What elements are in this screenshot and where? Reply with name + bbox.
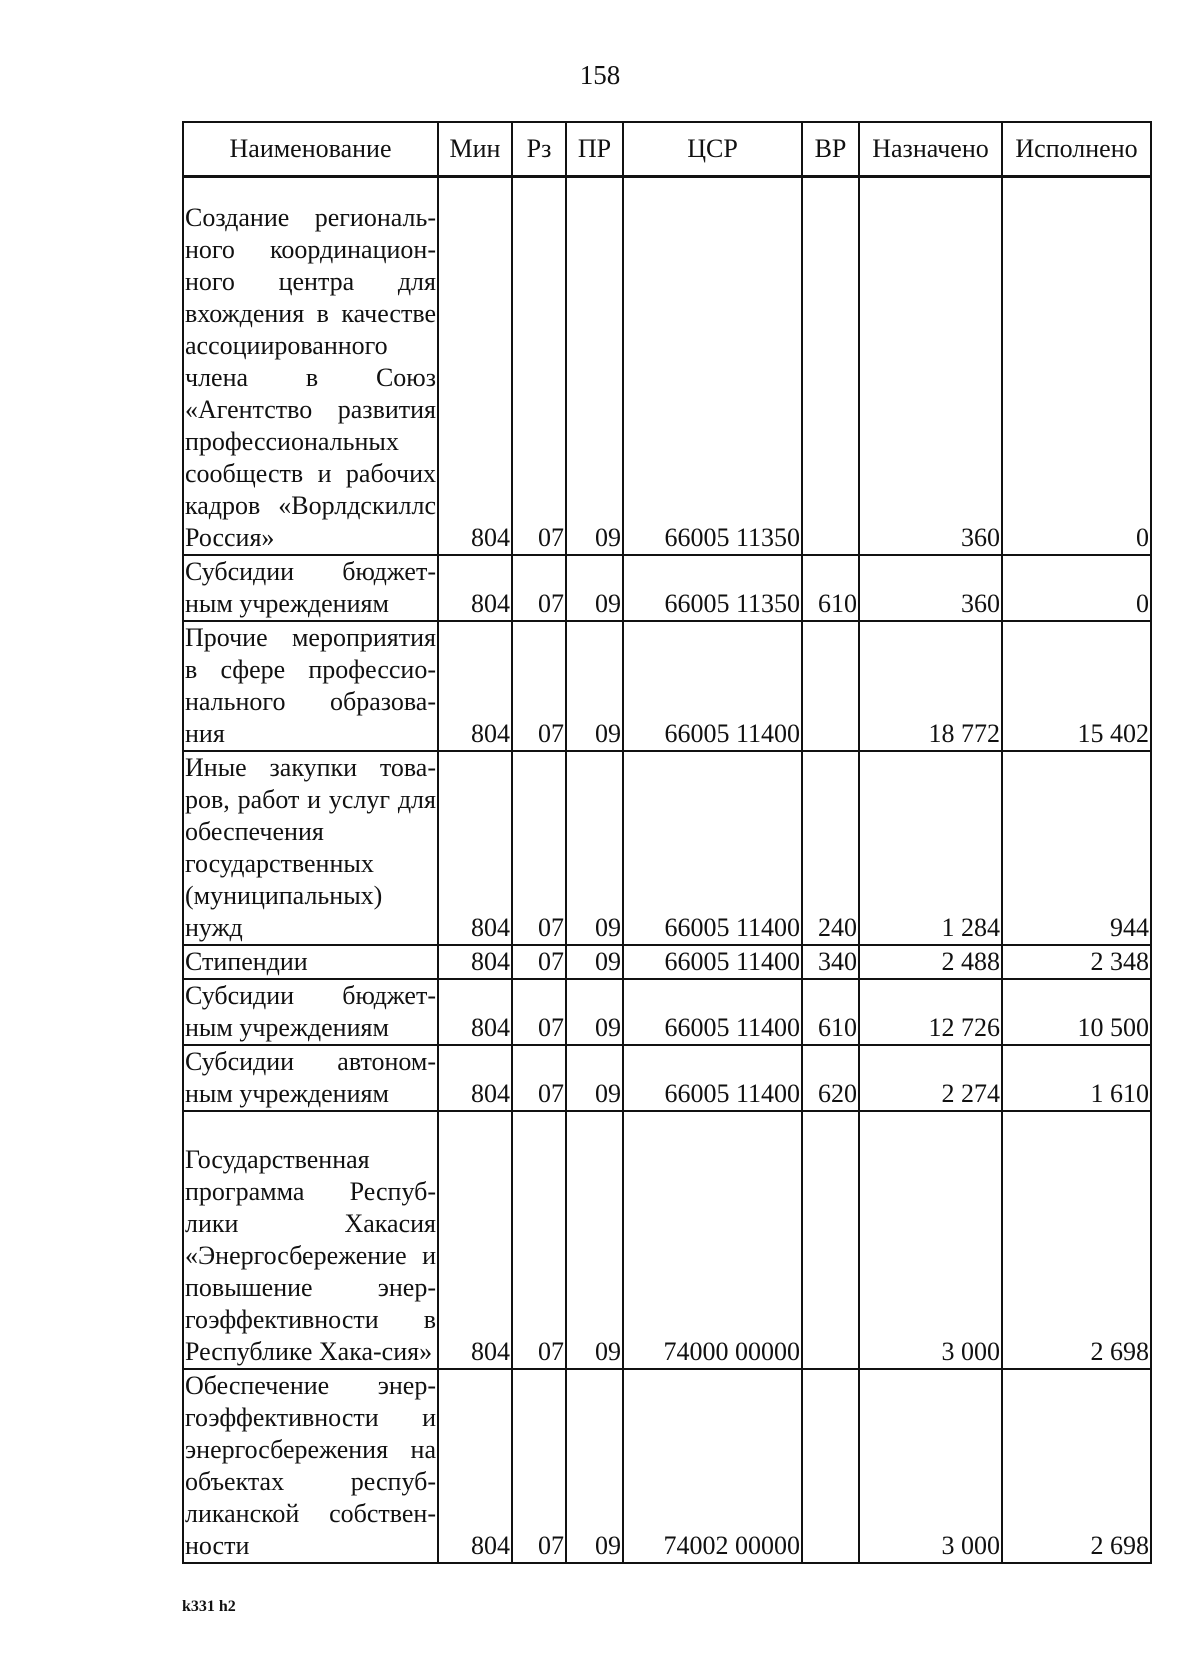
row-assigned: 2 488 <box>859 945 1002 979</box>
header-pr: ПР <box>566 122 623 177</box>
table-row <box>183 555 1151 621</box>
table-row <box>183 1111 1151 1369</box>
row-executed: 0 <box>1002 555 1151 621</box>
row-rz: 07 <box>512 1111 566 1369</box>
row-min: 804 <box>438 1369 512 1563</box>
row-csr: 66005 11350 <box>623 555 802 621</box>
row-rz: 07 <box>512 621 566 751</box>
row-executed: 10 500 <box>1002 979 1151 1045</box>
row-name: Субсидии бюджет-ным учреждениям <box>183 979 438 1045</box>
row-pr: 09 <box>566 1045 623 1111</box>
row-csr: 74002 00000 <box>623 1369 802 1563</box>
row-executed: 15 402 <box>1002 621 1151 751</box>
row-rz: 07 <box>512 555 566 621</box>
row-name: Стипендии <box>183 945 438 979</box>
row-rz: 07 <box>512 751 566 945</box>
row-vr: 340 <box>802 945 859 979</box>
budget-table <box>182 121 1152 1564</box>
header-csr: ЦСР <box>623 122 802 177</box>
row-csr: 66005 11400 <box>623 945 802 979</box>
header-executed: Исполнено <box>1002 122 1151 177</box>
row-csr: 66005 11350 <box>623 177 802 555</box>
header-min: Мин <box>438 122 512 177</box>
table-row <box>183 177 1151 555</box>
header-name: Наименование <box>183 122 438 177</box>
row-csr: 66005 11400 <box>623 751 802 945</box>
row-name: Субсидии автоном-ным учреждениям <box>183 1045 438 1111</box>
row-csr: 66005 11400 <box>623 1045 802 1111</box>
row-pr: 09 <box>566 1111 623 1369</box>
table-row <box>183 751 1151 945</box>
row-vr <box>802 1369 859 1563</box>
table-row <box>183 621 1151 751</box>
row-executed: 0 <box>1002 177 1151 555</box>
row-name: Субсидии бюджет-ным учреждениям <box>183 555 438 621</box>
row-min: 804 <box>438 945 512 979</box>
table-row <box>183 1045 1151 1111</box>
row-executed: 944 <box>1002 751 1151 945</box>
row-assigned: 12 726 <box>859 979 1002 1045</box>
row-name: Государственная программа Респуб-лики Хакасия «Энергосбережение и повышение энер-гоэффективности в Республике Хака-сия» <box>183 1111 438 1369</box>
row-rz: 07 <box>512 945 566 979</box>
row-assigned: 18 772 <box>859 621 1002 751</box>
row-min: 804 <box>438 1111 512 1369</box>
row-assigned: 1 284 <box>859 751 1002 945</box>
row-rz: 07 <box>512 1045 566 1111</box>
row-pr: 09 <box>566 555 623 621</box>
row-vr: 610 <box>802 555 859 621</box>
row-rz: 07 <box>512 979 566 1045</box>
row-min: 804 <box>438 621 512 751</box>
row-csr: 66005 11400 <box>623 621 802 751</box>
row-assigned: 360 <box>859 177 1002 555</box>
row-name: Обеспечение энер-гоэффективности и энергосбережения на объектах респуб-ликанской собствен-ности <box>183 1369 438 1563</box>
row-vr: 620 <box>802 1045 859 1111</box>
row-vr: 240 <box>802 751 859 945</box>
row-executed: 1 610 <box>1002 1045 1151 1111</box>
table-row <box>183 1369 1151 1563</box>
row-rz: 07 <box>512 1369 566 1563</box>
row-pr: 09 <box>566 751 623 945</box>
row-min: 804 <box>438 751 512 945</box>
header-vr: ВР <box>802 122 859 177</box>
table-row <box>183 979 1151 1045</box>
page-number: 158 <box>579 60 621 90</box>
row-min: 804 <box>438 1045 512 1111</box>
row-executed: 2 348 <box>1002 945 1151 979</box>
footer-code: k331 h2 <box>182 1598 236 1615</box>
table-header-row <box>183 122 1151 177</box>
row-pr: 09 <box>566 177 623 555</box>
row-csr: 74000 00000 <box>623 1111 802 1369</box>
row-min: 804 <box>438 555 512 621</box>
row-executed: 2 698 <box>1002 1111 1151 1369</box>
table-row <box>183 945 1151 979</box>
row-vr <box>802 1111 859 1369</box>
row-name: Иные закупки това-ров, работ и услуг для обеспечения государственных (муниципальных) нужд <box>183 751 438 945</box>
row-assigned: 2 274 <box>859 1045 1002 1111</box>
row-executed: 2 698 <box>1002 1369 1151 1563</box>
header-assigned: Назначено <box>859 122 1002 177</box>
row-pr: 09 <box>566 1369 623 1563</box>
row-assigned: 360 <box>859 555 1002 621</box>
row-name: Создание региональ-ного координацион-ного центра для вхождения в качестве ассоциированного члена в Союз «Агентство развития профессиональных сообществ и рабочих кадров «Ворлдскиллс Россия» <box>183 177 438 555</box>
row-vr <box>802 177 859 555</box>
row-rz: 07 <box>512 177 566 555</box>
row-vr: 610 <box>802 979 859 1045</box>
row-min: 804 <box>438 979 512 1045</box>
row-min: 804 <box>438 177 512 555</box>
row-assigned: 3 000 <box>859 1111 1002 1369</box>
row-assigned: 3 000 <box>859 1369 1002 1563</box>
row-csr: 66005 11400 <box>623 979 802 1045</box>
row-pr: 09 <box>566 945 623 979</box>
row-vr <box>802 621 859 751</box>
row-name: Прочие мероприятия в сфере профессио-нального образова-ния <box>183 621 438 751</box>
row-pr: 09 <box>566 621 623 751</box>
row-pr: 09 <box>566 979 623 1045</box>
header-rz: Рз <box>512 122 566 177</box>
